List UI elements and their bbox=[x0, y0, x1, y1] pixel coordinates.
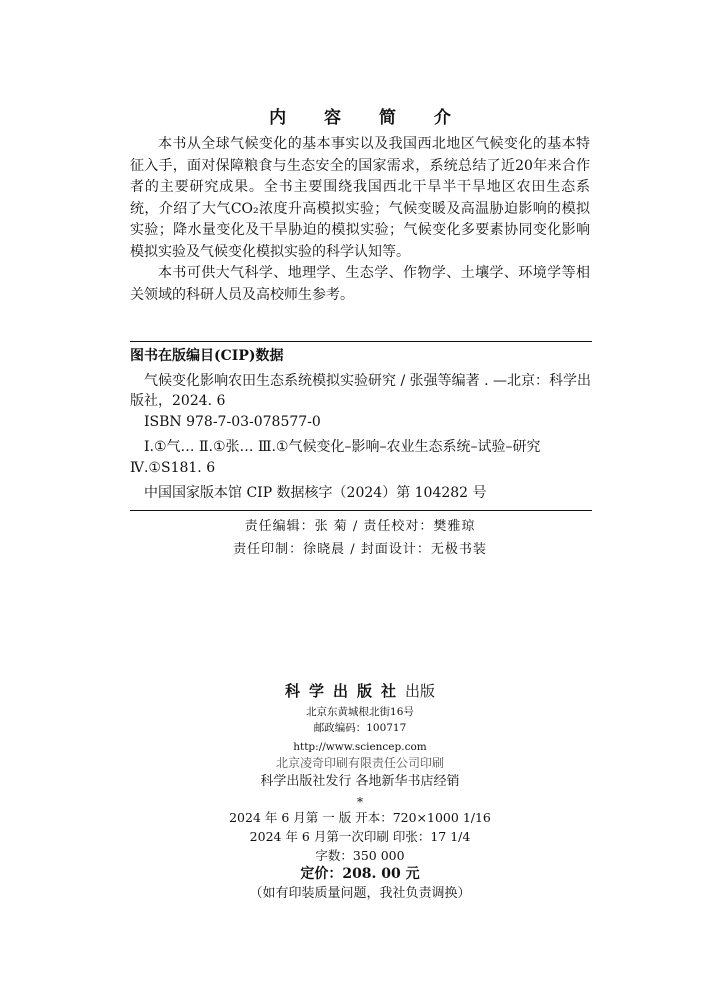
edition-line: 2024 年 6 月第 一 版 开本：720×1000 1/16 bbox=[229, 810, 491, 825]
abstract-paragraph: 本书可供大气科学、地理学、生态学、作物学、土壤学、环境学等相关领域的科研人员及高校师生参考。 bbox=[130, 265, 590, 303]
printing-line: 2024 年 6 月第一次印刷 印张：17 1/4 bbox=[249, 829, 471, 844]
publisher-name: 科学出版社 bbox=[284, 682, 405, 700]
abstract-title: 内 容 简 介 bbox=[269, 108, 467, 128]
cip-top-rule bbox=[130, 341, 592, 342]
abstract-paragraph: 本书从全球气候变化的基本事实以及我国西北地区气候变化的基本特征入手，面对保障粮食与生态安全的国家需求，系统总结了近20年来合作者的主要研究成果。全书主要围绕我国西北干旱半干旱地区农田生态系统，介绍了大气CO₂浓度升高模拟实验；气候变暖及高温胁迫影响的模拟实验；降水量变化及干旱胁迫的模拟实验；气候变化多要素协同变化影响模拟实验及气候变化模拟实验的科学认知等。 bbox=[130, 136, 590, 260]
abstract-body bbox=[130, 134, 590, 306]
cip-classification: Ⅰ.①气… Ⅱ.①张… Ⅲ.①气候变化–影响–农业生态系统–试验–研究 Ⅳ.①S181. 6 bbox=[130, 439, 541, 476]
editor-credit-line: 责任印制：徐晓晨 / 封面设计：无极书装 bbox=[233, 542, 487, 557]
cip-title-line: 气候变化影响农田生态系统模拟实验研究 / 张强等编著 . —北京：科学出版社，2024. 6 bbox=[130, 372, 591, 409]
publisher-suffix: 出版 bbox=[405, 682, 436, 700]
editor-credit-line: 责任编辑：张 菊 / 责任校对：樊雅琼 bbox=[244, 519, 476, 534]
price: 定价：208. 00 元 bbox=[300, 866, 420, 882]
cip-bottom-rule bbox=[130, 510, 592, 511]
cip-heading: 图书在版编目(CIP)数据 bbox=[130, 348, 284, 364]
publisher-address: 北京东黄城根北街16号 bbox=[306, 706, 414, 718]
postcode: 邮政编码：100717 bbox=[313, 722, 407, 734]
website-url: http://www.sciencep.com bbox=[293, 741, 427, 753]
printer-name: 北京凌奇印刷有限责任公司印刷 bbox=[275, 756, 444, 770]
quality-notice: （如有印装质量问题，我社负责调换） bbox=[249, 886, 471, 901]
cip-isbn: ISBN 978-7-03-078577-0 bbox=[144, 413, 321, 430]
separator-star: * bbox=[357, 795, 363, 809]
word-count: 字数：350 000 bbox=[315, 848, 405, 863]
publisher-line bbox=[0, 683, 720, 700]
cip-record-number: 中国国家版本馆 CIP 数据核字（2024）第 104282 号 bbox=[144, 485, 487, 501]
imprint-block bbox=[0, 683, 720, 904]
distribution-line: 科学出版社发行 各地新华书店经销 bbox=[260, 774, 460, 789]
editor-credits bbox=[0, 515, 720, 561]
cip-block bbox=[130, 346, 592, 504]
